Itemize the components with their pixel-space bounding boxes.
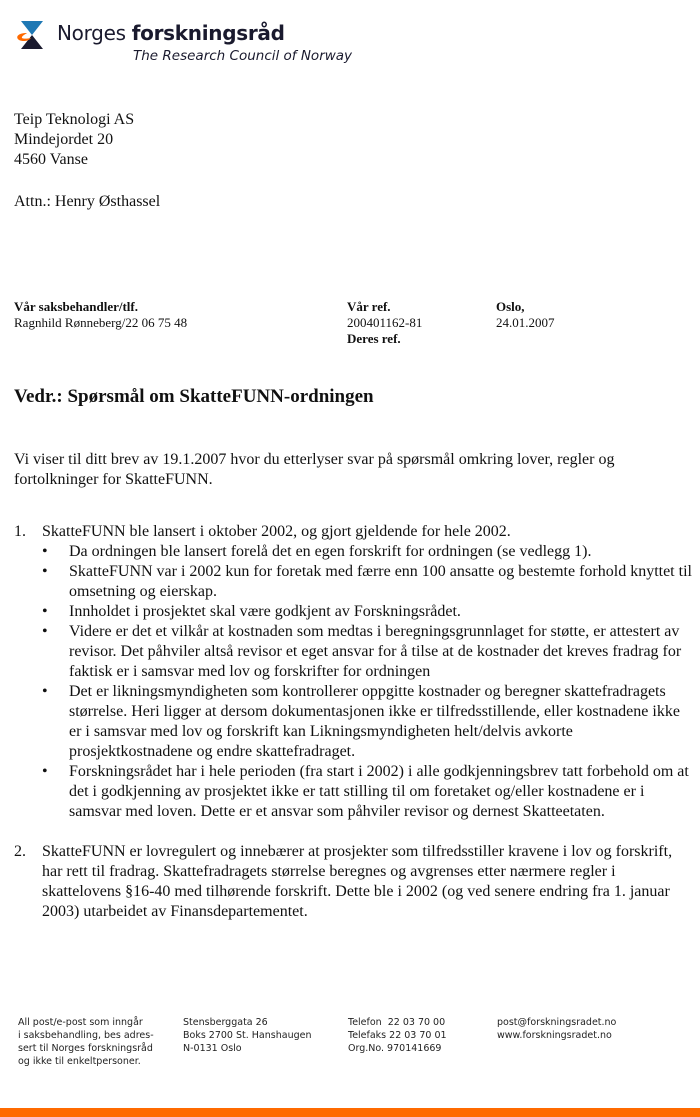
item-number: 1. bbox=[14, 523, 26, 540]
organization-logo bbox=[15, 17, 355, 67]
footer-line: Stensberggata 26 bbox=[183, 1017, 268, 1028]
footer-phone bbox=[348, 1016, 447, 1055]
item-text: SkatteFUNN ble lansert i oktober 2002, og gjort gjeldende for hele 2002. bbox=[42, 523, 511, 540]
our-ref-value: 200401162-81 bbox=[347, 315, 423, 330]
footer-line: Boks 2700 St. Hanshaugen bbox=[183, 1030, 312, 1041]
footer-line: i saksbehandling, bes adres- bbox=[18, 1030, 154, 1041]
case-handler-value: Ragnhild Rønneberg/22 06 75 48 bbox=[14, 315, 188, 330]
letter-subject: Vedr.: Spørsmål om SkatteFUNN-ordningen bbox=[14, 386, 374, 407]
bullet-icon: • bbox=[42, 763, 48, 780]
hourglass-logo-icon bbox=[15, 20, 49, 50]
bullet-icon: • bbox=[42, 623, 48, 640]
bullet-item bbox=[42, 682, 694, 762]
bullet-list bbox=[14, 542, 694, 822]
footer-address bbox=[183, 1016, 312, 1055]
your-ref-label: Deres ref. bbox=[347, 331, 401, 346]
footer-web bbox=[497, 1016, 616, 1042]
bullet-text: SkatteFUNN var i 2002 kun for foretak med færre enn 100 ansatte og bestemte forhold knyttet til omsetning og eierskap. bbox=[69, 563, 692, 600]
reference-block bbox=[347, 299, 422, 347]
numbered-item-1 bbox=[14, 522, 694, 542]
recipient-company: Teip Teknologi AS bbox=[14, 111, 135, 128]
recipient-address bbox=[14, 110, 134, 170]
bullet-text: Innholdet i prosjektet skal være godkjent av Forskningsrådet. bbox=[69, 603, 461, 620]
numbered-item-2 bbox=[14, 842, 694, 922]
date-block bbox=[496, 299, 555, 331]
footer-fax-line: Telefaks 22 03 70 01 bbox=[348, 1030, 447, 1041]
recipient-attention: Attn.: Henry Østhassel bbox=[14, 193, 161, 210]
footer-org-number: Org.No. 970141669 bbox=[348, 1043, 442, 1054]
organization-name: Norges forskningsråd bbox=[57, 21, 285, 45]
letter-body bbox=[14, 450, 694, 922]
footer-line: og ikke til enkeltpersoner. bbox=[18, 1056, 141, 1067]
bullet-item bbox=[42, 602, 694, 622]
item-number: 2. bbox=[14, 843, 26, 860]
footer-website-link[interactable]: www.forskningsradet.no bbox=[497, 1030, 612, 1041]
bullet-item bbox=[42, 762, 694, 822]
bullet-item bbox=[42, 542, 694, 562]
letter-date: 24.01.2007 bbox=[496, 315, 555, 330]
bullet-text: Forskningsrådet har i hele perioden (fra start i 2002) i alle godkjenningsbrev tatt forbehold om at det i godkjenning av prosjektet ikke er tatt stilling til om foretaket og/eller kostnadene er i samsvar med loven. Dette er et ansvar som påhviler revisor og dernest Skatteetaten. bbox=[69, 763, 689, 820]
bullet-icon: • bbox=[42, 563, 48, 580]
footer-line: All post/e-post som inngår bbox=[18, 1017, 143, 1028]
bullet-text: Det er likningsmyndigheten som kontrollerer oppgitte kostnader og beregner skattefradragets størrelse. Heri ligger at dersom dokumentasjonen ikke er tilfredsstillende, eller kostnadene ikke er i samsvar med lov og forskrift kan Likningsmyndigheten helt/delvis avkorte prosjektkostnadene og endre skattefradraget. bbox=[69, 683, 680, 760]
bullet-icon: • bbox=[42, 603, 48, 620]
footer-phone-line: Telefon 22 03 70 00 bbox=[348, 1017, 446, 1028]
case-handler-label: Vår saksbehandler/tlf. bbox=[14, 299, 138, 314]
bottom-accent-bar bbox=[0, 1108, 700, 1117]
recipient-postal: 4560 Vanse bbox=[14, 151, 88, 168]
footer-line: sert til Norges forskningsråd bbox=[18, 1043, 153, 1054]
item-text: SkatteFUNN er lovregulert og innebærer at prosjekter som tilfredsstiller kravene i lov og forskrift, har rett til fradrag. Skattefradragets størrelse beregnes og avgrenses etter nærmere regler i skattelovens §16-40 med tilhørende forskrift. Dette ble i 2002 (og ved senere endring fra 1. januar 2003) utarbeidet av Finansdepartementet. bbox=[42, 843, 673, 920]
our-ref-label: Vår ref. bbox=[347, 299, 391, 314]
case-handler-block bbox=[14, 299, 187, 331]
bullet-icon: • bbox=[42, 543, 48, 560]
bullet-item bbox=[42, 562, 694, 602]
bullet-text: Videre er det et vilkår at kostnaden som medtas i beregningsgrunnlaget for støtte, er attestert av revisor. Det påhviler altså revisor et eget ansvar for å tilse at de kostnader det kreves fradrag for faktisk er i samsvar med lov og forskrifter for ordningen bbox=[69, 623, 682, 680]
organization-tagline: The Research Council of Norway bbox=[133, 48, 353, 64]
footer-notice bbox=[18, 1016, 154, 1068]
footer-line: N-0131 Oslo bbox=[183, 1043, 242, 1054]
place-label: Oslo, bbox=[496, 299, 525, 314]
recipient-street: Mindejordet 20 bbox=[14, 131, 114, 148]
bullet-text: Da ordningen ble lansert forelå det en egen forskrift for ordningen (se vedlegg 1). bbox=[69, 543, 592, 560]
footer-email-link[interactable]: post@forskningsradet.no bbox=[497, 1017, 617, 1028]
bullet-item bbox=[42, 622, 694, 682]
bullet-icon: • bbox=[42, 683, 48, 700]
intro-paragraph: Vi viser til ditt brev av 19.1.2007 hvor du etterlyser svar på spørsmål omkring lover, regler og fortolkninger for SkatteFUNN. bbox=[14, 451, 615, 488]
